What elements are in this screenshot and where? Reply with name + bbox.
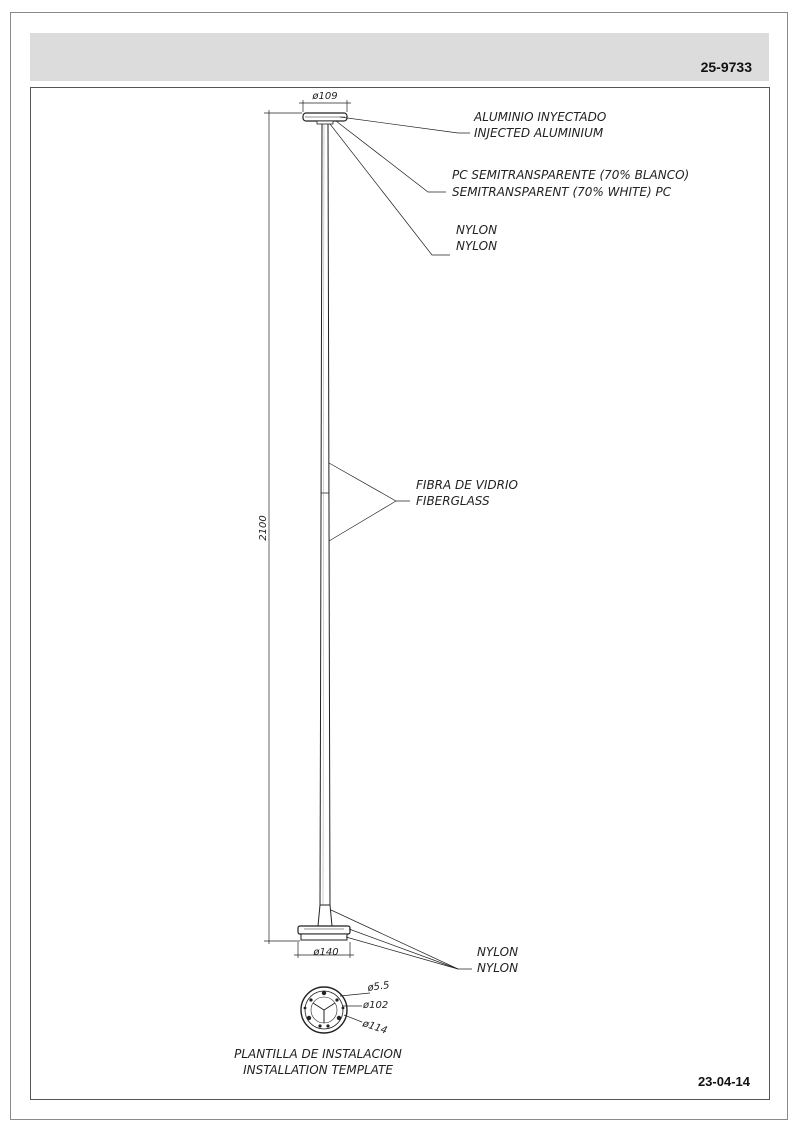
base-diameter-label: ø140 [313,947,339,958]
callout-top-material-en: INJECTED ALUMINIUM [474,126,604,140]
callout-nylon-base-es: NYLON [477,945,519,959]
fiberglass-pole [320,124,330,910]
height-dimension [258,110,302,944]
template-title-en: INSTALLATION TEMPLATE [243,1063,393,1077]
callout-nylon-top-es: NYLON [456,223,498,237]
top-leaders [330,117,470,255]
callout-nylon-base-en: NYLON [477,961,519,975]
top-diameter-dimension [299,91,351,112]
callout-top-material-es: ALUMINIO INYECTADO [474,110,607,124]
template-outer-circle-label: ø114 [361,1018,389,1037]
callout-pc-en: SEMITRANSPARENT (70% WHITE) PC [452,185,672,199]
revision-date: 23-04-14 [697,1074,750,1089]
top-cap [303,113,347,124]
base-diameter-dimension [294,942,354,958]
template-hole-label: ø5.5 [366,980,391,994]
height-label: 2100 [258,515,269,541]
base-leaders [331,910,472,969]
pole-base [298,905,350,940]
callout-pc-es: PC SEMITRANSPARENTE (70% BLANCO) [452,168,690,182]
template-inner-circle-label: ø102 [363,1000,389,1011]
template-title-es: PLANTILLA DE INSTALACION [234,1047,402,1061]
top-diameter-label: ø109 [312,91,338,102]
callout-nylon-top-en: NYLON [456,239,498,253]
pole-leaders [329,463,410,541]
callout-pole-es: FIBRA DE VIDRIO [416,478,518,492]
product-code: 25-9733 [700,59,752,75]
callout-pole-en: FIBERGLASS [416,494,490,508]
installation-template [301,987,370,1033]
